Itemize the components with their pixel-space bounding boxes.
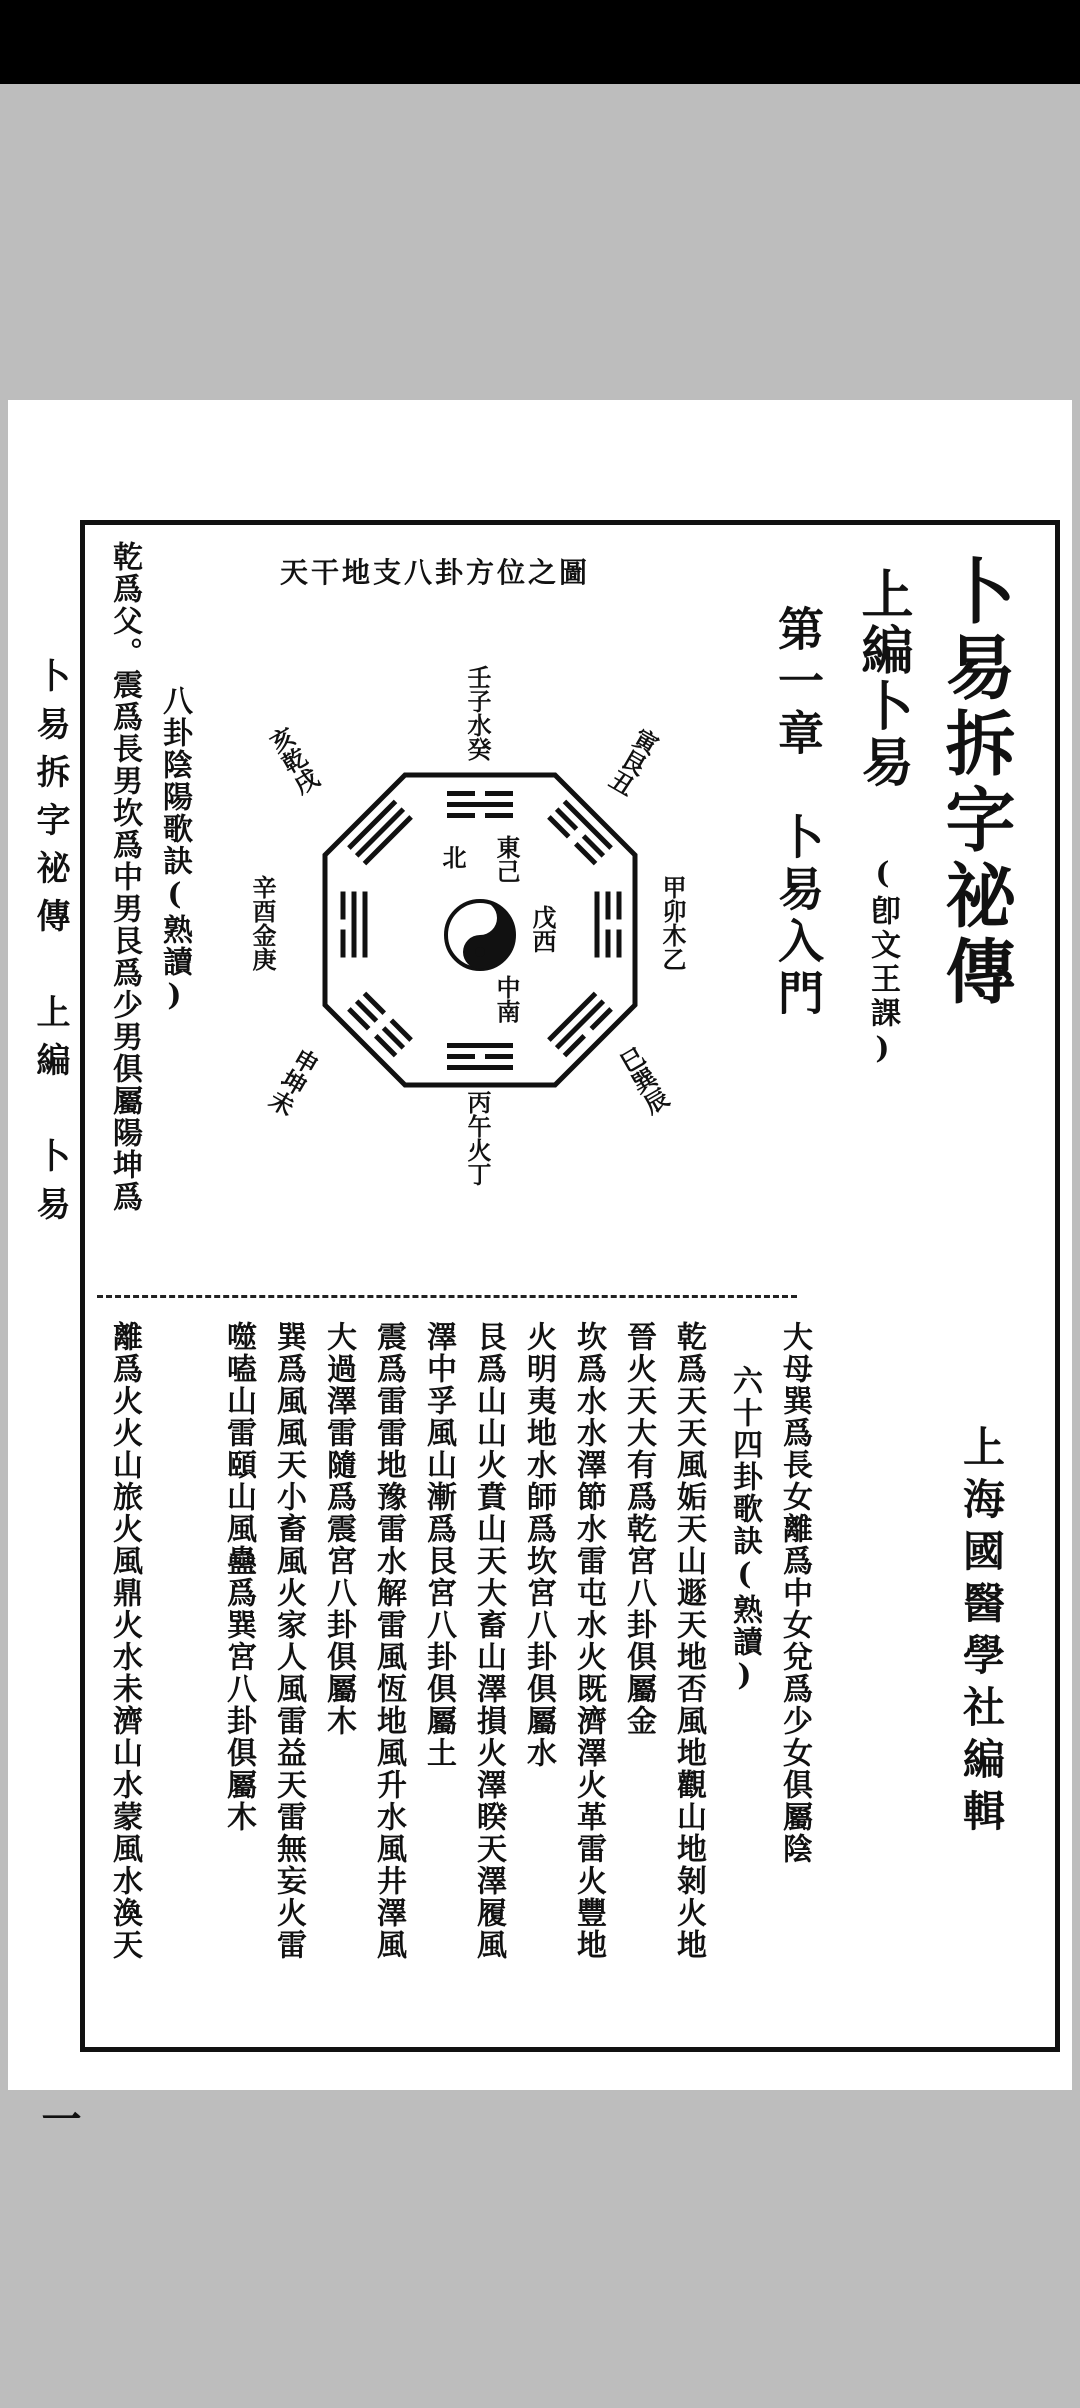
sixtyfour-line-7: 震爲雷雷地豫雷水解雷風恆地風升水風井澤風 xyxy=(371,1321,406,1961)
trigram-west xyxy=(335,892,374,958)
direction-west: 辛酉金庚 xyxy=(248,875,277,971)
upper-volume-title xyxy=(845,567,920,1070)
direction-northwest: 亥乾戌 xyxy=(261,722,324,800)
upper-volume-label: 上編卜易 xyxy=(852,567,913,791)
sixtyfour-line-2: 晉火天大有爲乾宮八卦俱屬金 xyxy=(621,1321,656,1737)
book-title: 卜易拆字祕傳 xyxy=(934,555,1017,1011)
bagua-verse-heading: 八卦陰陽歌訣(熟讀) xyxy=(157,685,192,1015)
publisher-name: 上海國醫學社編輯 xyxy=(957,1425,1006,1841)
page-number: 一 xyxy=(35,2098,82,2138)
sixtyfour-line-10: 噬嗑山雷頤山風蠱爲巽宮八卦俱屬木 xyxy=(221,1321,256,1833)
side-running-title: 卜易拆字祕傳 上編 卜易 xyxy=(30,658,70,1234)
trigram-east xyxy=(589,892,628,958)
sixtyfour-line-6: 澤中孚風山漸爲艮宮八卦俱屬土 xyxy=(421,1321,456,1769)
section-divider xyxy=(97,1295,797,1298)
sixtyfour-line-4: 火明夷地水師爲坎宮八卦俱屬水 xyxy=(521,1321,556,1769)
direction-southeast: 巳巽辰 xyxy=(611,1042,674,1120)
diagram-title: 天干地支八卦方位之圖 xyxy=(280,556,591,589)
direction-southwest: 申坤未 xyxy=(261,1042,324,1120)
center-label-2: 戊西 xyxy=(528,905,557,953)
sixtyfour-line-8: 大過澤雷隨爲震宮八卦俱屬木 xyxy=(321,1321,356,1737)
direction-south: 丙午火丁 xyxy=(463,1090,492,1186)
page-frame xyxy=(80,520,1060,2052)
upper-volume-note: (卽文王課) xyxy=(865,856,900,1070)
center-label-3: 中南 xyxy=(492,975,521,1023)
bagua-verse-line-2: 大母巽爲長女離爲中女兌爲少女俱屬陰 xyxy=(777,1321,812,1865)
north-label: 北 xyxy=(438,845,467,869)
document-page xyxy=(8,400,1072,2138)
bagua-verse-line-1: 乾爲父。震爲長男坎爲中男艮爲少男俱屬陽坤爲 xyxy=(107,541,142,1213)
trigram-north xyxy=(447,785,513,824)
sixtyfour-line-3: 坎爲水水澤節水雷屯水火既濟澤火革雷火豐地 xyxy=(571,1321,606,1961)
direction-north: 壬子水癸 xyxy=(463,665,492,761)
sixtyfour-line-9: 巽爲風風天小畜風火家人風雷益天雷無妄火雷 xyxy=(271,1321,306,1961)
trigram-south xyxy=(447,1037,513,1076)
chapter-heading: 第一章 卜易入門 xyxy=(771,605,825,1021)
sixtyfour-verse-heading: 六十四卦歌訣(熟讀) xyxy=(727,1365,762,1695)
bagua-diagram xyxy=(248,645,687,1186)
direction-east: 甲卯木乙 xyxy=(658,875,687,971)
direction-northeast: 寅艮丑 xyxy=(601,722,664,800)
center-label-1: 東己 xyxy=(492,835,521,883)
top-bar xyxy=(0,0,1080,84)
sixtyfour-line-1: 乾爲天天風姤天山遯天地否風地觀山地剝火地 xyxy=(671,1321,706,1961)
sixtyfour-line-5: 艮爲山山火賁山天大畜山澤損火澤睽天澤履風 xyxy=(471,1321,506,1961)
sixtyfour-line-11: 離爲火火山旅火風鼎火水未濟山水蒙風水渙天 xyxy=(107,1321,142,1961)
